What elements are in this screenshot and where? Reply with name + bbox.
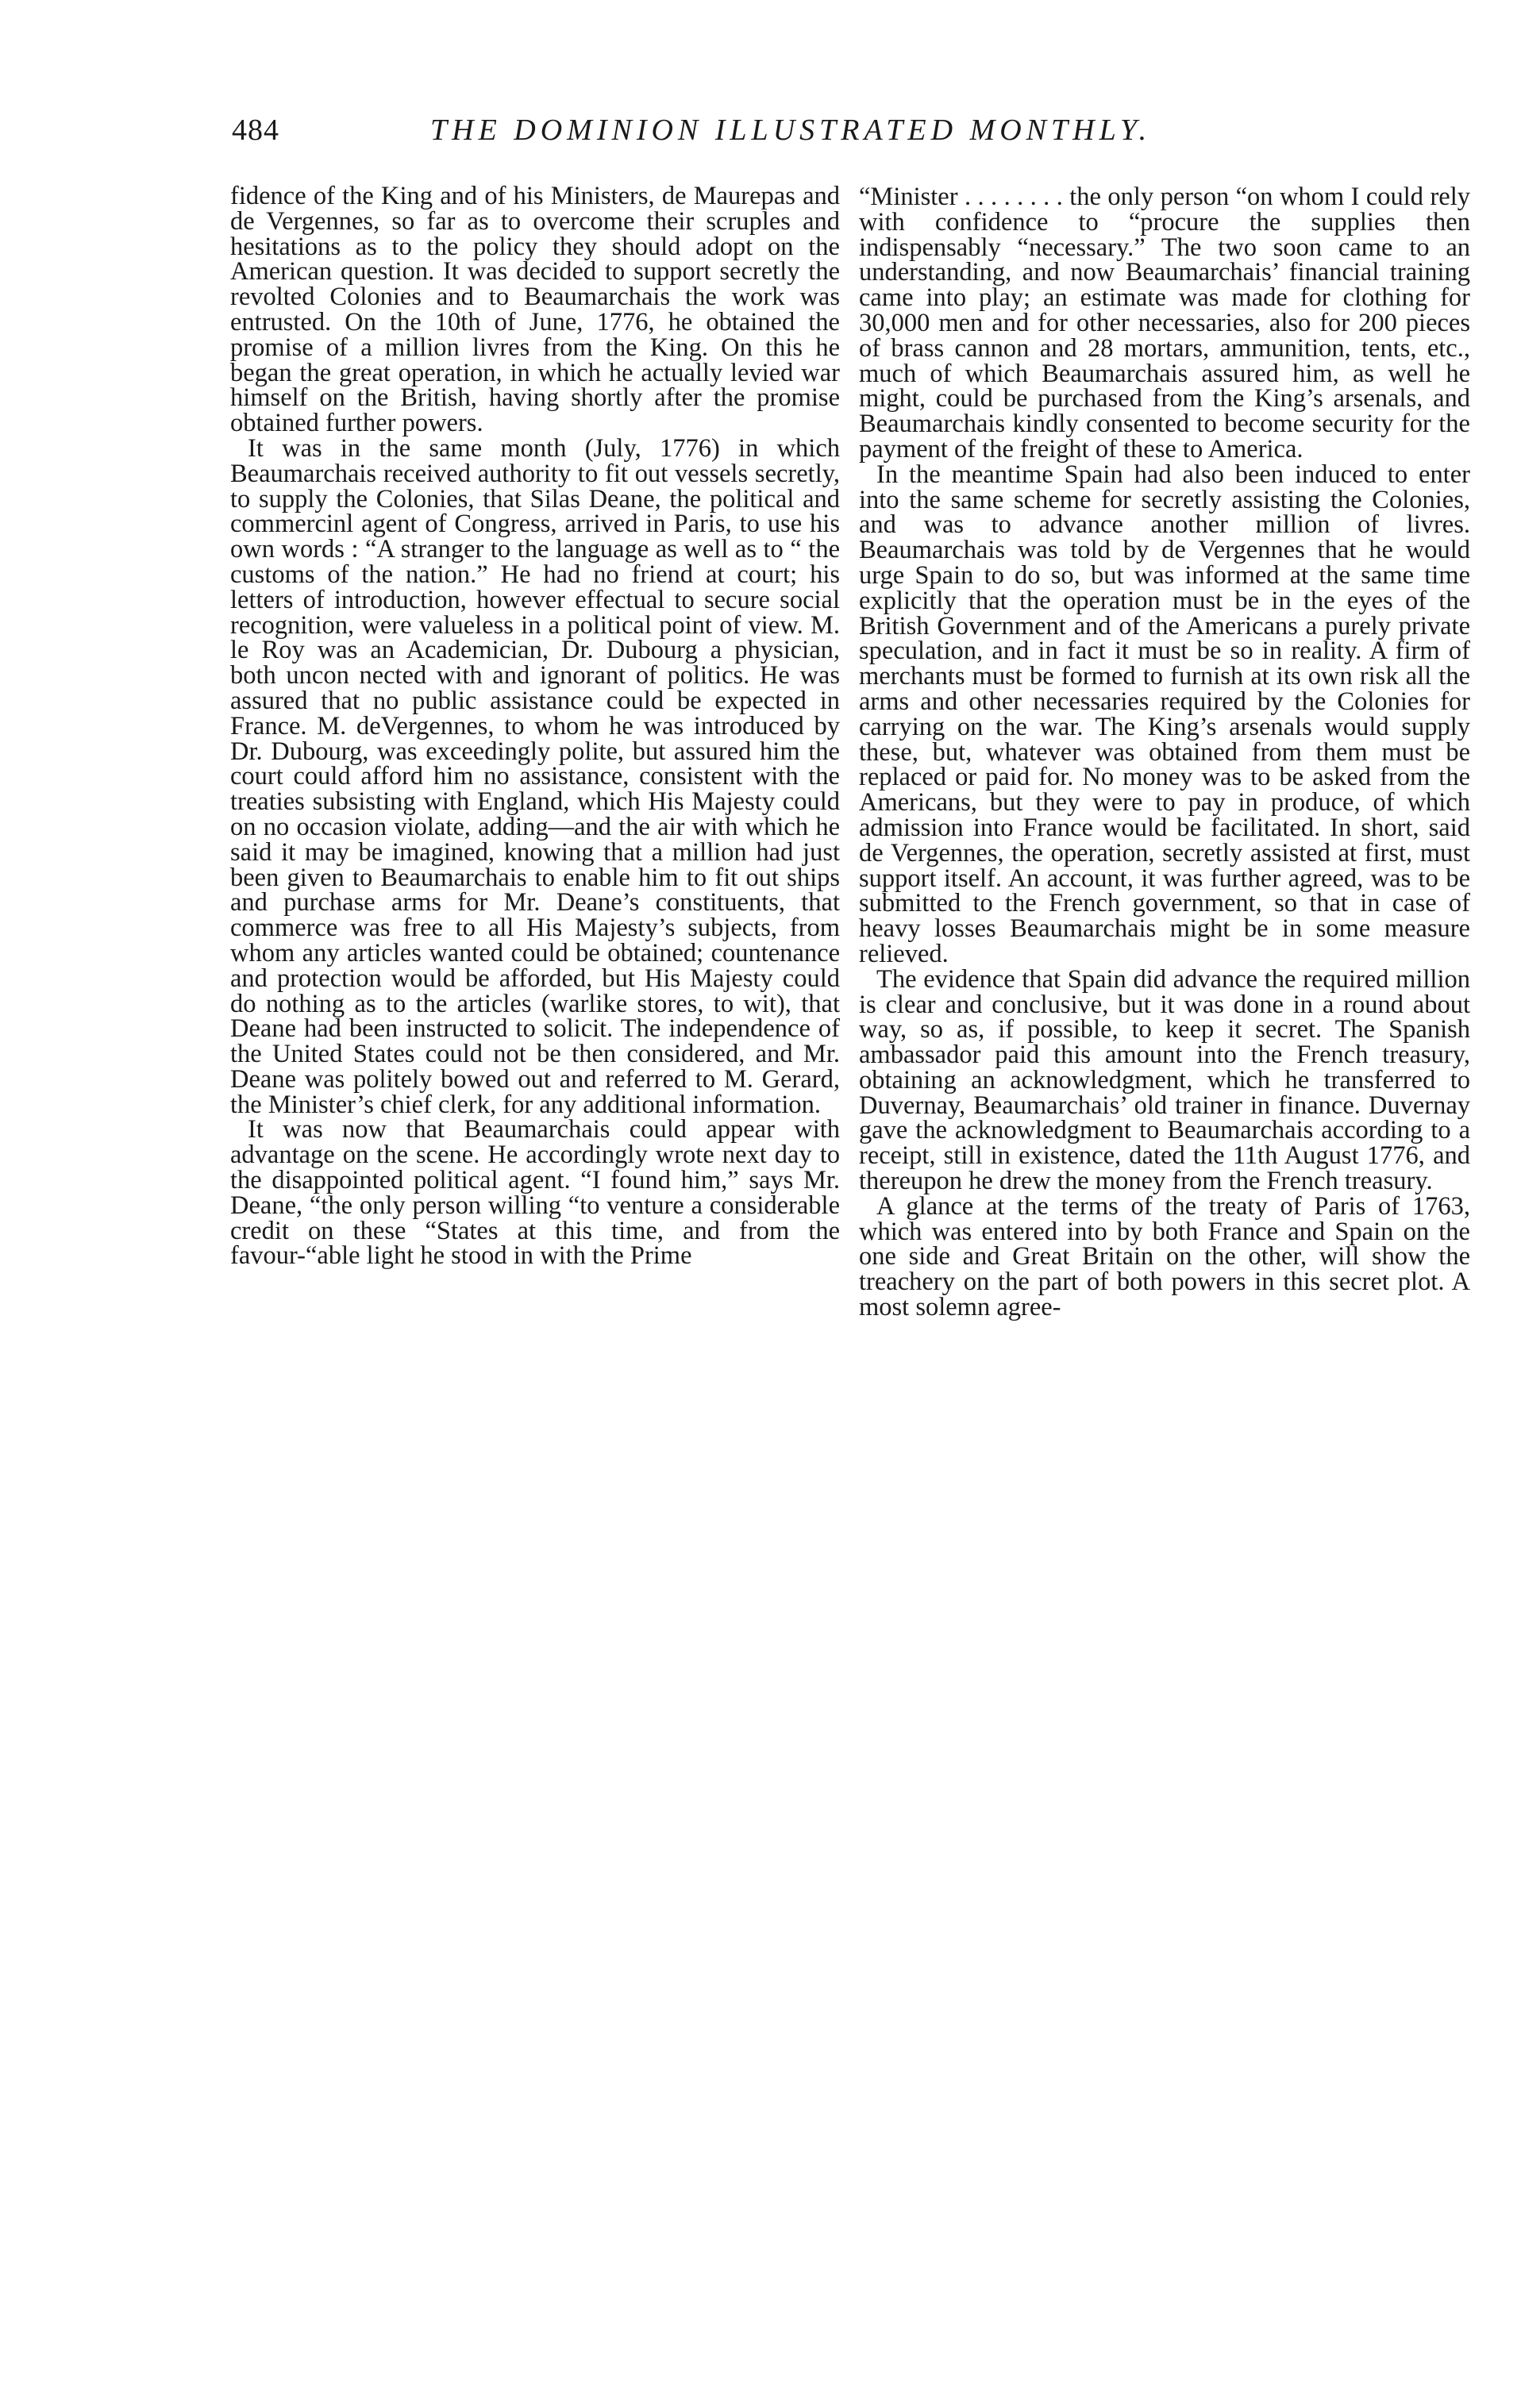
paragraph: The evidence that Spain did advance the required million is clear and conclusive, but it was done in a round about way, so as, if possible, to keep it secret. The Spanish ambassador paid this amount into the French treasury, obtaining an acknowledgment, which he transferred to Duvernay, Beaumarchais’ old trainer in finance. Duvernay gave the acknowledgment to Beaumarchais according to a receipt, still in existence, dated the 11th August 1776, and thereupon he drew the money from the French treasury. — [859, 964, 1470, 1196]
paragraph: fidence of the King and of his Ministers, de Maurepas and de Vergennes, so far as to overcome their scruples and hesitations as to the policy they should adopt on the American question. It was decided to support secretly the revolted Colonies and to Beaumarchais the work was entrusted. On the 10th of June, 1776, he obtained the promise of a million livres from the King. On this he began the great operation, in which he actually levied war himself on the British, having shortly after the promise obtained further powers. — [230, 182, 840, 438]
page-number: 484 — [232, 113, 279, 147]
paragraph: It was in the same month (July, 1776) in which Beaumarchais received authority to fit out vessels secretly, to supply the Colonies, that Silas Deane, the political and commercinl agent of Congress, arrived in Paris, to use his own words : “A stranger to the language as well as to “ the customs of the nation.” He had no friend at court; his letters of introduction, however effectual to secure social recognition, were valueless in a political point of view. M. le Roy was an Academician, Dr. Dubourg a physician, both uncon nected with and ignorant of politics. He was assured that no public assistance could be expected in France. M. deVergennes, to whom he was introduced by Dr. Dubourg, was exceedingly polite, but assured him the court could afford him no assistance, consistent with the treaties subsisting with England, which His Majesty could on no occasion violate, adding—and the air with which he said it may be imagined, knowing that a million had just been given to Beaumarchais to enable him to fit out ships and purchase arms for Mr. Deane’s constituents, that commerce was free to all His Majesty’s subjects, from whom any articles wanted could be obtained; countenance and protection would be afforded, but His Majesty could do nothing as to the articles (warlike stores, to wit), that Deane had been instructed to solicit. The independence of the United States could not be then considered, and Mr. Deane was politely bowed out and referred to M. Gerard, the Minister’s chief clerk, for any additional information. — [230, 433, 840, 1119]
paragraph: It was now that Beaumarchais could appear with advantage on the scene. He accordingly wrote next day to the disappointed political agent. “I found him,” says Mr. Deane, “the only person willing “to venture a considerable credit on these “States at this time, and from the favour-“able light he stood in with the Prime — [230, 1115, 840, 1271]
running-head — [232, 113, 1470, 160]
paragraph: A glance at the terms of the treaty of Paris of 1763, which was entered into by both France and Spain on the one side and Great Britain on the other, will show the treachery on the part of both powers in this secret plot. A most solemn agree- — [859, 1191, 1470, 1322]
journal-title: THE DOMINION ILLUSTRATED MONTHLY. — [430, 113, 1152, 147]
right-column — [859, 185, 1470, 1321]
left-column — [230, 184, 840, 1269]
paragraph: “Minister . . . . . . . . the only person “on whom I could rely with confidence to “procure the supplies then indispensably “necessary.” The two soon came to an understanding, and now Beaumarchais’ financial training came into play; an estimate was made for clothing for 30,000 men and for other necessaries, also for 200 pieces of brass cannon and 28 mortars, ammunition, tents, etc., much of which Beaumarchais assured him, as well he might, could be purchased from the King’s arsenals, and Beaumarchais kindly consented to become security for the payment of the freight of these to America. — [859, 183, 1470, 464]
paragraph: In the meantime Spain had also been induced to enter into the same scheme for secretly assisting the Colonies, and was to advance another million of livres. Beaumarchais was told by de Vergennes that he would urge Spain to do so, but was informed at the same time explicitly that the operation must be in the eyes of the British Government and of the Americans a purely private speculation, and in fact it must be so in reality. A firm of merchants must be formed to furnish at its own risk all the arms and other necessaries required by the Colonies for carrying on the war. The King’s arsenals would supply these, but, whatever was obtained from them must be replaced or paid for. No money was to be asked from the Americans, but they were to pay in produce, of which admission into France would be facilitated. In short, said de Vergennes, the operation, secretly assisted at first, must support itself. An account, it was further agreed, was to be submitted to the French government, so that in case of heavy losses Beaumarchais might be in some measure relieved. — [859, 460, 1470, 968]
